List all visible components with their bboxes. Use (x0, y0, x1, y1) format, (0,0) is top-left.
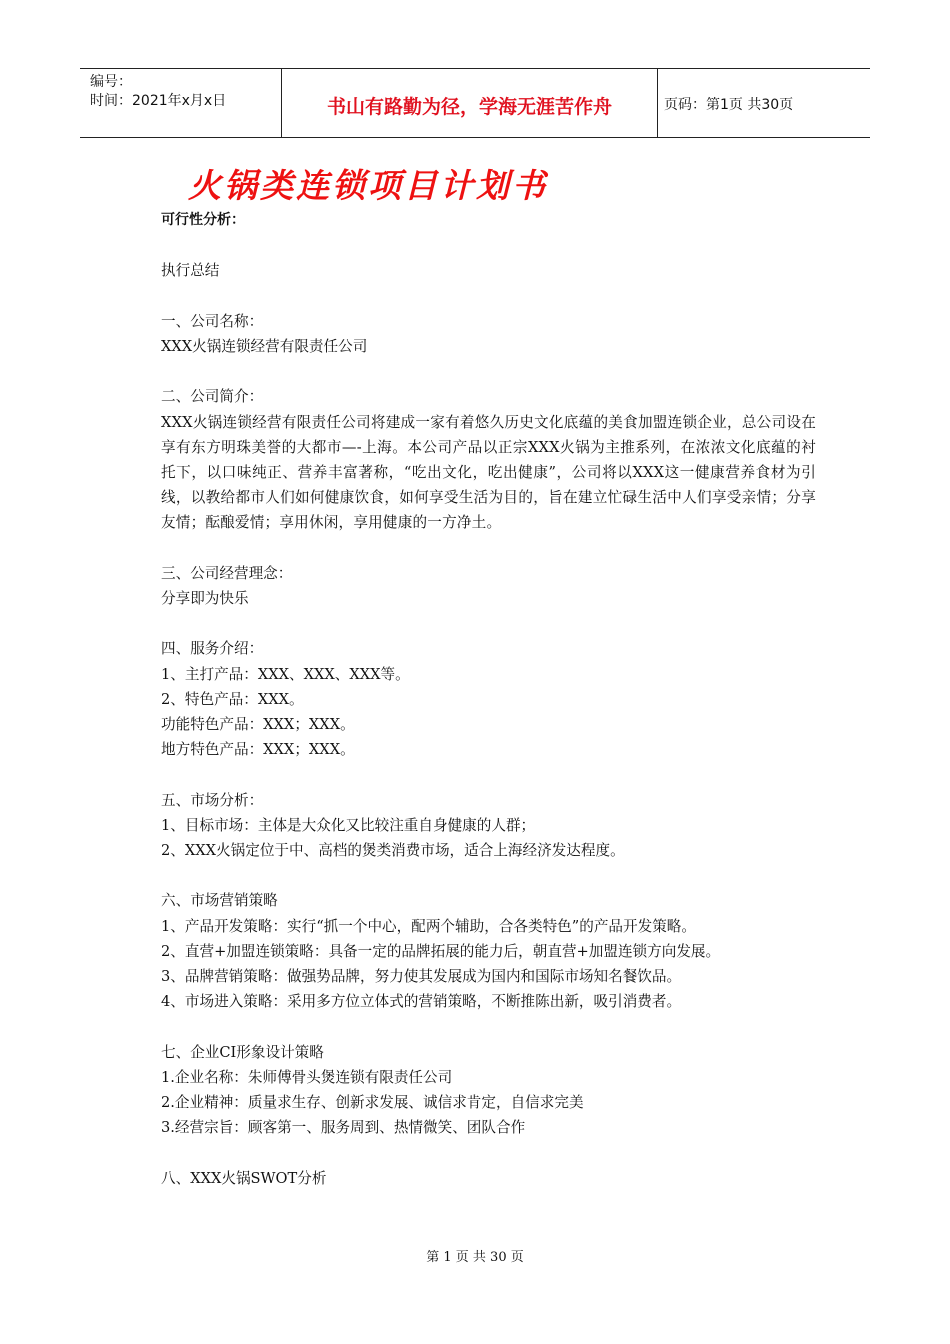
section-heading: 一、公司名称： (161, 312, 264, 330)
list-item: 1.企业名称：朱师傅骨头煲连锁有限责任公司 (161, 1068, 453, 1086)
list-item: 3、品牌营销策略：做强势品牌，努力使其发展成为国内和国际市场知名餐饮品。 (161, 967, 682, 985)
list-item: 3.经营宗旨：顾客第一、服务周到、热情微笑、团队合作 (161, 1119, 526, 1137)
list-item: 2.企业精神：质量求生存、创新求发展、诚信求肯定，自信求完美 (161, 1093, 584, 1111)
list-item: 1、目标市场：主体是大众化又比较注重自身健康的人群； (161, 816, 536, 834)
section-heading: 四、服务介绍： (161, 640, 264, 658)
section-heading: 三、公司经营理念： (161, 564, 293, 582)
section-heading: 二、公司简介： (161, 388, 264, 406)
section-heading: 五、市场分析： (161, 791, 264, 809)
list-item: 1、主打产品：XXX、XXX、XXX等。 (161, 665, 410, 683)
exec-summary-heading: 执行总结 (161, 262, 220, 280)
list-item: 地方特色产品：XXX；XXX。 (161, 741, 355, 759)
list-item: 4、市场进入策略：采用多方位立体式的营销策略，不断推陈出新，吸引消费者。 (161, 993, 682, 1011)
company-name: XXX火锅连锁经营有限责任公司 (161, 337, 368, 355)
number-label: 编号： (90, 74, 132, 90)
page-footer: 第 1 页 共 30 页 (426, 1250, 524, 1265)
section-heading: 六、市场营销策略 (161, 892, 278, 910)
company-intro-paragraph: XXX火锅连锁经营有限责任公司将建成一家有着悠久历史文化底蕴的美食加盟连锁企业，总公司设在享有东方明珠美誉的大都市—-上海。本公司产品以正宗XXX火锅为主推系列，在浓浓文化底蕴的衬托下，以口味纯正、营养丰富著称，“吃出文化，吃出健康”，公司将以XXX这一健康营养食材为引线，以教给都市人们如何健康饮食，如何享受生活为目的，旨在建立忙碌生活中人们享受亲情；分享友情；酝酿爱情；享用休闲，享用健康的一方净土。 (161, 413, 816, 532)
header-page-info: 页码：第1页 共30页 (664, 97, 794, 113)
time-label: 时间：2021年x月x日 (90, 93, 227, 109)
list-item: 1、产品开发策略：实行“抓一个中心，配两个辅助，合各类特色”的产品开发策略。 (161, 917, 696, 935)
section-heading: 八、XXX火锅SWOT分析 (161, 1169, 327, 1187)
list-item: 2、特色产品：XXX。 (161, 690, 304, 708)
header-motto: 书山有路勤为径，学海无涯苦作舟 (282, 69, 658, 137)
list-item: 2、直营+加盟连锁策略：具备一定的品牌拓展的能力后，朝直营+加盟连锁方向发展。 (161, 942, 721, 960)
document-body (161, 208, 816, 1191)
subtitle: 可行性分析： (161, 212, 245, 228)
business-philosophy: 分享即为快乐 (161, 589, 249, 607)
document-title: 火锅类连锁项目计划书 (188, 166, 548, 205)
section-heading: 七、企业CI形象设计策略 (161, 1043, 324, 1061)
header-meta (80, 69, 282, 137)
list-item: 2、XXX火锅定位于中、高档的煲类消费市场，适合上海经济发达程度。 (161, 841, 625, 859)
header-table (80, 68, 870, 138)
list-item: 功能特色产品：XXX；XXX。 (161, 715, 355, 733)
